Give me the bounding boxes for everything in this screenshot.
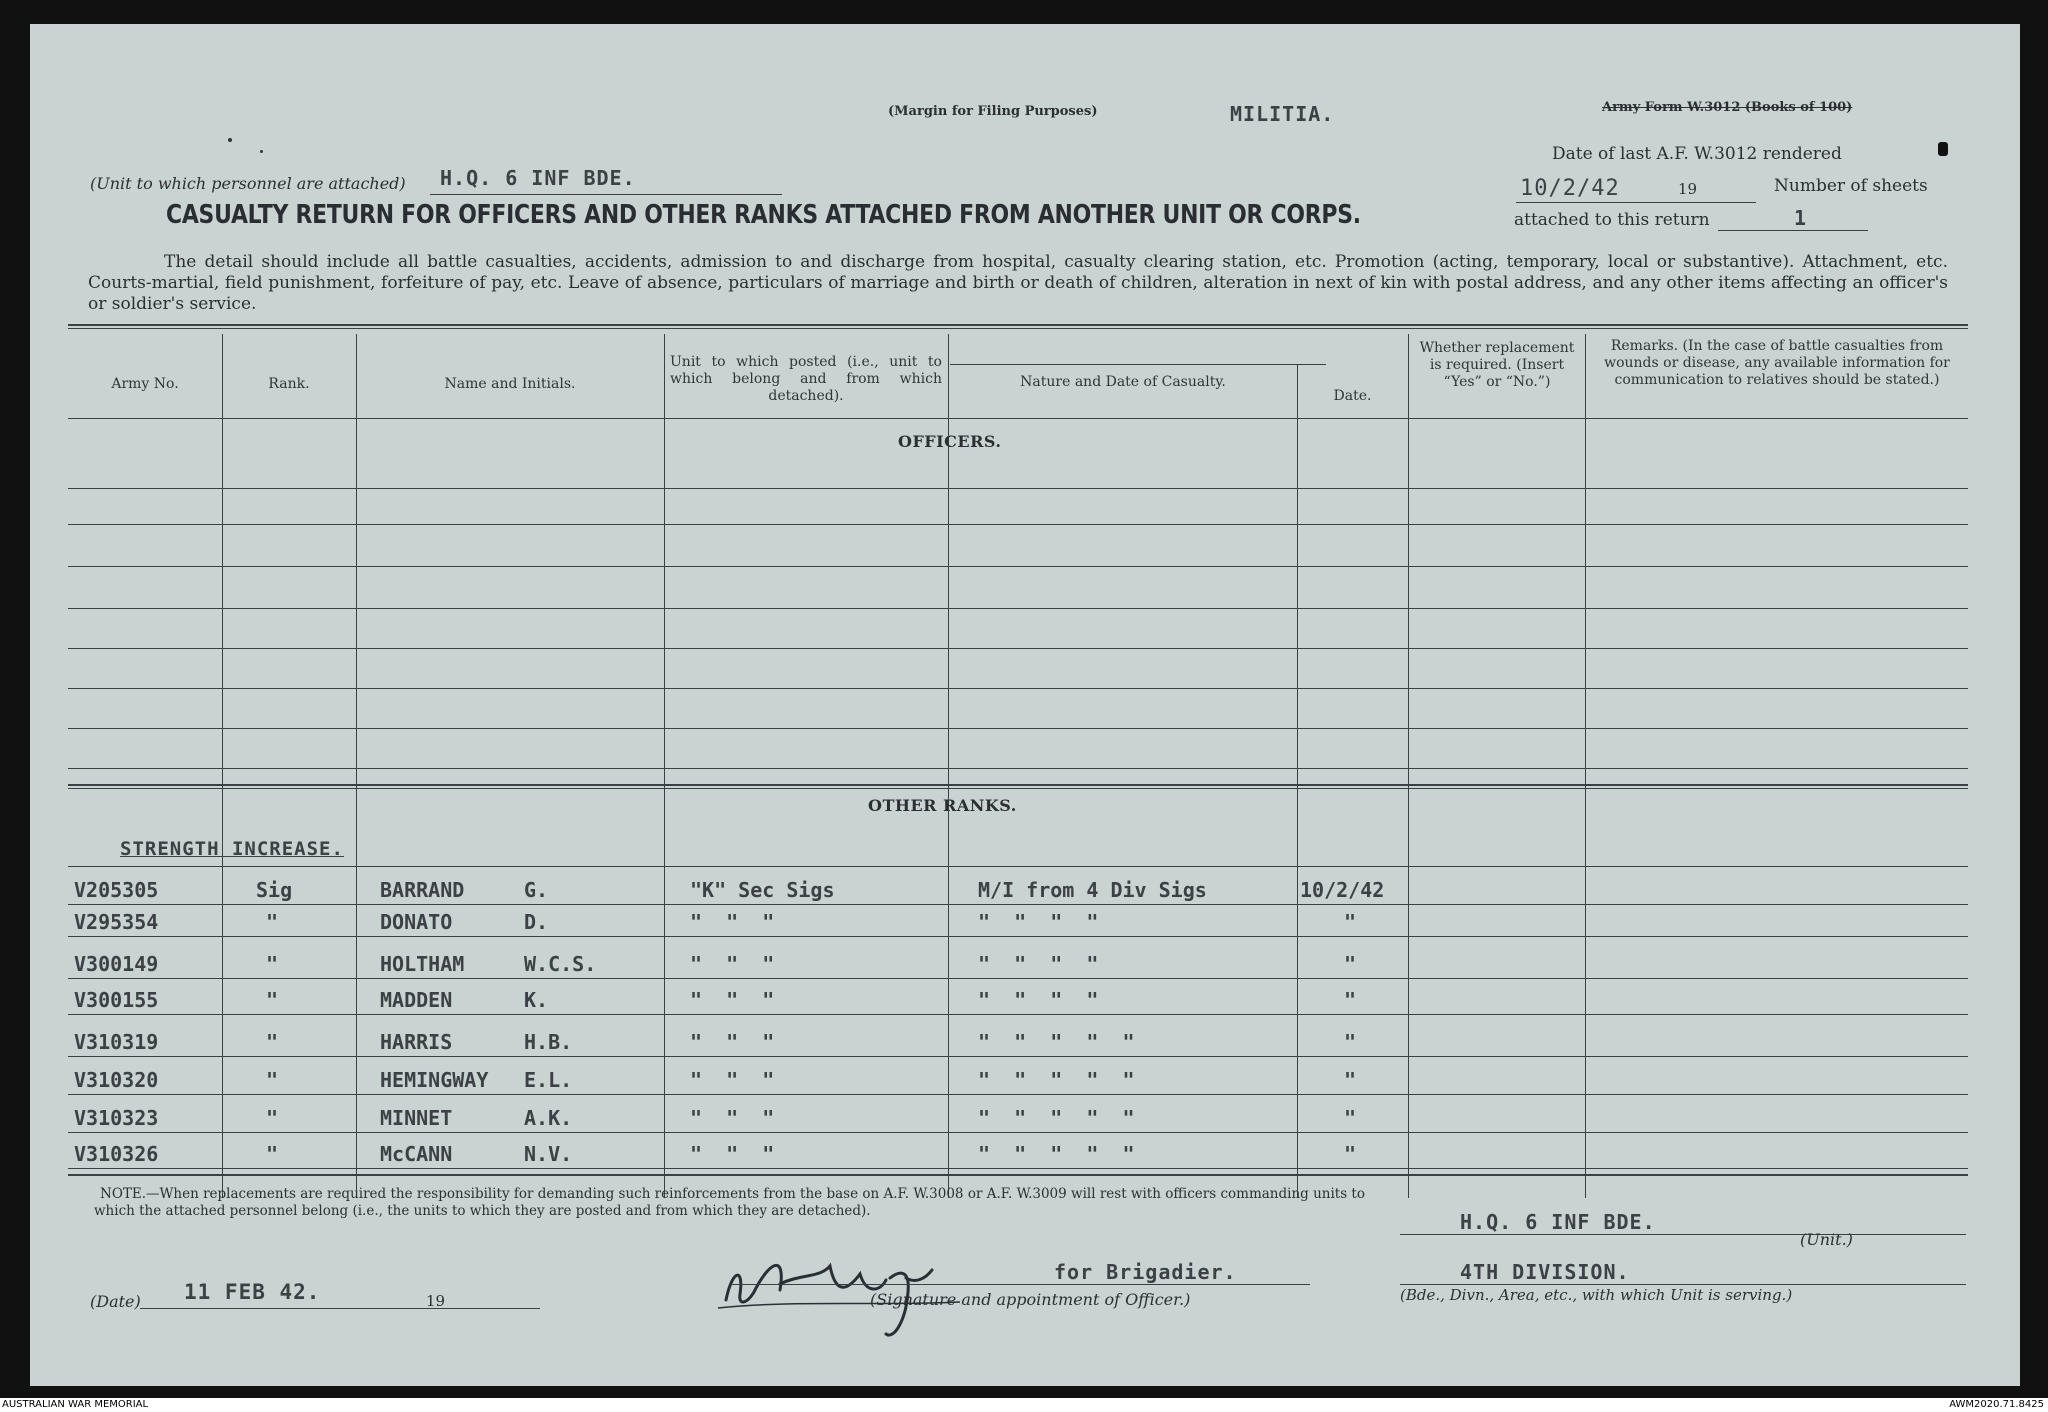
- table-top-rule: [68, 324, 1968, 326]
- strength-rule: [68, 866, 1968, 867]
- sheets-underline: [1718, 230, 1868, 231]
- row-initials: K.: [524, 988, 549, 1012]
- footer-unit-value: H.Q. 6 INF BDE.: [1460, 1210, 1656, 1234]
- row-date: ": [1344, 1030, 1357, 1054]
- instructions: The detail should include all battle casualties, accidents, admission to and discharge from hospital, casualty clearing station, etc. Promotion (acting, temporary, local or substantive). Attachment, etc. Courts-martial, field punishment, forfeiture of pay, etc. Leave of absence, particulars of marriage and birth or death of children, alteration in next of kin with postal address, and any other items affecting an officer's or soldier's service.: [88, 252, 1948, 314]
- row-date: ": [1344, 1068, 1357, 1092]
- footer-unit-underline: [1400, 1234, 1966, 1235]
- row-rule: [68, 1094, 1968, 1095]
- row-initials: N.V.: [524, 1142, 573, 1166]
- row-date: 10/2/42: [1300, 878, 1385, 902]
- speck: [228, 138, 232, 142]
- row-name: MINNET: [380, 1106, 453, 1130]
- row-name: BARRAND: [380, 878, 465, 902]
- row-nature: M/I from 4 Div Sigs: [978, 878, 1207, 902]
- footer-date-value: 11 FEB 42.: [184, 1280, 321, 1304]
- officer-rule-6: [68, 688, 1968, 689]
- date-underline: [1516, 202, 1756, 203]
- row-initials: A.K.: [524, 1106, 573, 1130]
- attached-label: attached to this return: [1514, 210, 1710, 230]
- footer-signature-label: (Signature and appointment of Officer.): [870, 1290, 1191, 1309]
- row-unit: " " ": [690, 1068, 775, 1092]
- row-nature: " " " " ": [978, 1142, 1135, 1166]
- col-remarks: Remarks. (In the case of battle casualties from wounds or disease, any available information for communication to relatives should be stated.): [1604, 338, 1950, 388]
- section-divider: [68, 784, 1968, 786]
- row-army-no: V310319: [74, 1030, 159, 1054]
- row-rank: ": [266, 1068, 279, 1092]
- row-unit: " " ": [690, 1142, 775, 1166]
- row-rule: [68, 1132, 1968, 1133]
- signature-underline: [730, 1284, 1310, 1285]
- col-unit-posted: Unit to which posted (i.e., unit to which belong and from which detached).: [670, 354, 942, 404]
- row-name: DONATO: [380, 910, 453, 934]
- row-rank: ": [266, 1106, 279, 1130]
- officer-rule-7: [68, 728, 1968, 729]
- sheets-value: 1: [1794, 206, 1808, 230]
- row-army-no: V310326: [74, 1142, 159, 1166]
- row-rank: ": [266, 988, 279, 1012]
- section-other-ranks: OTHER RANKS.: [868, 796, 1017, 815]
- col-line-6: [1408, 334, 1409, 1198]
- footer-note: NOTE.—When replacements are required the responsibility for demanding such reinforcements from the base on A.F. W.3008 or A.F. W.3009 will rest with officers commanding units to which the attached personnel belong (i.e., the units to which they are posted and from which they are detached).: [94, 1186, 1365, 1219]
- row-name: HEMINGWAY: [380, 1068, 489, 1092]
- col-line-5: [1297, 364, 1298, 1198]
- col-date: Date.: [1333, 388, 1372, 404]
- row-rank: ": [266, 1142, 279, 1166]
- officer-rule-1: [68, 488, 1968, 489]
- row-date: ": [1344, 1142, 1357, 1166]
- row-initials: H.B.: [524, 1030, 573, 1054]
- section-divider-2: [68, 788, 1968, 789]
- footer-division-value: 4TH DIVISION.: [1460, 1260, 1630, 1284]
- row-nature: " " " ": [978, 988, 1099, 1012]
- row-name: HOLTHAM: [380, 952, 465, 976]
- officer-rule-2: [68, 524, 1968, 525]
- row-rank: ": [266, 1030, 279, 1054]
- row-army-no: V310320: [74, 1068, 159, 1092]
- row-army-no: V300155: [74, 988, 159, 1012]
- row-army-no: V300149: [74, 952, 159, 976]
- row-nature: " " " " ": [978, 1106, 1135, 1130]
- row-rank: ": [266, 952, 279, 976]
- page-title: CASUALTY RETURN FOR OFFICERS AND OTHER RANKS ATTACHED FROM ANOTHER UNIT OR CORPS.: [166, 200, 1361, 230]
- table-top-rule-2: [68, 328, 1968, 329]
- header-bottom-rule: [68, 418, 1968, 419]
- officer-rule-5: [68, 648, 1968, 649]
- row-date: ": [1344, 1106, 1357, 1130]
- col-rank: Rank.: [268, 376, 310, 392]
- nature-date-split: [950, 364, 1326, 365]
- row-army-no: V295354: [74, 910, 159, 934]
- date-last-label: Date of last A.F. W.3012 rendered: [1552, 144, 1842, 164]
- archive-left: AUSTRALIAN WAR MEMORIAL: [2, 1399, 149, 1410]
- row-rank: ": [266, 910, 279, 934]
- row-unit: "K" Sec Sigs: [690, 878, 835, 902]
- strength-increase-heading: STRENGTH INCREASE.: [120, 838, 344, 860]
- row-unit: " " ": [690, 1030, 775, 1054]
- row-initials: D.: [524, 910, 549, 934]
- row-rule: [68, 1056, 1968, 1057]
- form-id: Army Form W.3012 (Books of 100): [1602, 100, 1853, 115]
- col-line-1: [222, 334, 223, 1198]
- row-date: ": [1344, 910, 1357, 934]
- row-rule: [68, 1168, 1968, 1169]
- col-line-3: [664, 334, 665, 1198]
- unit-label: (Unit to which personnel are attached): [90, 174, 406, 193]
- col-line-7: [1585, 334, 1586, 1198]
- row-nature: " " " " ": [978, 1068, 1135, 1092]
- table-bottom-rule: [68, 1174, 1968, 1176]
- footer-division-underline: [1400, 1284, 1966, 1285]
- footer-division-label: (Bde., Divn., Area, etc., with which Unit is serving.): [1400, 1286, 1793, 1304]
- col-nature: Nature and Date of Casualty.: [1020, 374, 1226, 390]
- col-line-4: [948, 334, 949, 1198]
- row-nature: " " " ": [978, 910, 1099, 934]
- footer-appointment-value: for Brigadier.: [1054, 1260, 1237, 1284]
- sheets-label: Number of sheets: [1774, 176, 1928, 196]
- col-army-no: Army No.: [111, 376, 179, 392]
- row-initials: G.: [524, 878, 549, 902]
- unit-value: H.Q. 6 INF BDE.: [440, 166, 636, 190]
- col-line-2: [356, 334, 357, 1198]
- row-name: MADDEN: [380, 988, 453, 1012]
- form-sheet: [30, 24, 2020, 1386]
- punch-hole: [1938, 142, 1948, 156]
- officer-rule-4: [68, 608, 1968, 609]
- margin-note: (Margin for Filing Purposes): [888, 104, 1098, 119]
- row-rank: Sig: [256, 878, 293, 902]
- row-unit: " " ": [690, 988, 775, 1012]
- unit-underline: [430, 194, 782, 195]
- date-last-value: 10/2/42: [1520, 176, 1620, 201]
- col-name: Name and Initials.: [444, 376, 576, 392]
- row-rule: [68, 904, 1968, 905]
- year-prefix: 19: [1678, 180, 1698, 198]
- row-unit: " " ": [690, 952, 775, 976]
- row-nature: " " " ": [978, 952, 1099, 976]
- section-officers: OFFICERS.: [898, 432, 1002, 451]
- footer-year-prefix: 19: [426, 1292, 446, 1310]
- row-name: McCANN: [380, 1142, 453, 1166]
- row-army-no: V205305: [74, 878, 159, 902]
- footer-date-label: (Date): [90, 1292, 141, 1311]
- row-initials: W.C.S.: [524, 952, 597, 976]
- officer-rule-8: [68, 768, 1968, 769]
- row-initials: E.L.: [524, 1068, 573, 1092]
- row-rule: [68, 1014, 1968, 1015]
- officer-rule-3: [68, 566, 1968, 567]
- col-replacement: Whether replacement is required. (Insert “Yes” or “No.”): [1419, 340, 1575, 390]
- row-name: HARRIS: [380, 1030, 453, 1054]
- row-nature: " " " " ": [978, 1030, 1135, 1054]
- footer-date-underline: [140, 1308, 540, 1309]
- row-army-no: V310323: [74, 1106, 159, 1130]
- footer-unit-label: (Unit.): [1800, 1230, 1853, 1249]
- row-unit: " " ": [690, 1106, 775, 1130]
- row-unit: " " ": [690, 910, 775, 934]
- archive-strip: [0, 1398, 2048, 1412]
- militia-stamp: MILITIA.: [1230, 102, 1335, 126]
- row-rule: [68, 936, 1968, 937]
- speck: [260, 150, 263, 153]
- row-date: ": [1344, 988, 1357, 1012]
- row-rule: [68, 978, 1968, 979]
- archive-right: AWM2020.71.8425: [1949, 1399, 2044, 1410]
- row-date: ": [1344, 952, 1357, 976]
